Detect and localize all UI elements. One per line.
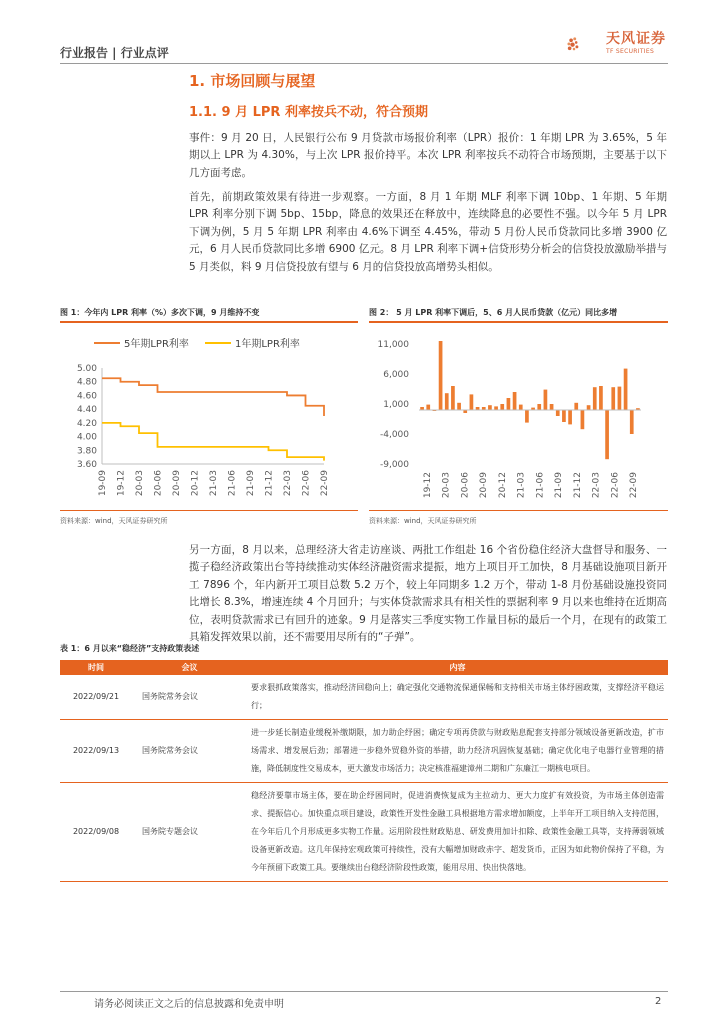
x-tick-label: 22-03 [283,470,293,497]
x-tick-label: 22-06 [610,472,621,499]
bar [624,369,628,410]
table-cell-meeting: 国务院专题会议 [132,783,247,882]
x-tick-label: 19-09 [98,470,108,497]
table-cell-content: 稳经济要靠市场主体，要在助企纾困同时，促进消费恢复成为主拉动力、更大力度扩有效投资，为市场主体创造需求、提振信心。加快重点项目建设，政策性开发性金融工具根据地方需求增加额度，上半年开工项目纳入支持范围，在今年后几个月形成更多实物工作量。运用阶段性财政贴息、研发费用加计扣除、政策性金融工具等，支持薄弱领域设备更新改造。这几年保持宏观政策可持续性，没有大幅增加财政赤字、超发货币，正因为如此物价保持了平稳，为今年预留下政策工具。要继续出台稳经济阶段性政策，能用尽用、快出快落地。 [247,783,668,882]
footer-disclaimer: 请务必阅读正文之后的信息披露和免责申明 [94,999,284,1010]
y-tick-label: 4.00 [76,432,97,443]
x-tick-label: 20-06 [460,472,471,499]
table-header-content: 内容 [247,660,668,675]
table-cell-meeting: 国务院常务会议 [132,720,247,783]
x-tick-label: 21-06 [227,470,238,497]
legend-label: 1年期LPR利率 [235,339,300,350]
bar [581,410,585,429]
bar [426,405,430,410]
figure2-source: 资料来源：wind，天风证券研究所 [369,517,477,525]
x-tick-label: 21-03 [516,472,527,499]
figure2-chart [369,326,668,504]
y-tick-label: 4.80 [76,377,97,388]
y-tick-label: -4,000 [379,430,409,440]
bar [618,387,622,410]
series-line-1y [102,423,324,461]
brand-logo-icon [566,20,606,70]
bar [611,387,615,410]
policy-table [60,660,668,882]
footer-divider [60,991,668,992]
figure1-chart [60,326,358,504]
bar [519,405,523,410]
x-tick-label: 22-09 [629,472,639,499]
figure1-title: 图 1：今年内 LPR 利率（%）多次下调，9 月维持不变 [60,308,260,317]
x-tick-label: 21-09 [554,472,565,499]
x-tick-label: 22-03 [591,472,602,499]
bar [513,392,517,410]
paragraph-first: 首先，前期政策效果有待进一步观察。一方面，8 月 1 年期 MLF 利率下调 10bp、1 年期、5 年期 LPR 利率分别下调 5bp、15bp，降息的效果还在释放中，连续降息的必要性不强。以今年 5 月 LPR 下调为例，5 月 5 年期 LPR 利率由 4.6%下调至 4.45%，带动 5 月份人民币贷款同比多增 3900 亿元，6 月人民币贷款同比多增 6900 亿元。8 月 LPR 利率下调+信贷形势分析会的信贷投放激励举措与 5 月类似，料 9 月信贷投放有望与 6 月的信贷投放高增势头相似。 [189,191,667,273]
bar [599,386,603,410]
section-heading: 1. 市场回顾与展望 [189,72,316,90]
y-tick-label: 3.60 [76,460,97,470]
figure1-source: 资料来源：wind，天风证券研究所 [60,517,168,525]
figure2-rule [369,321,668,323]
bar [544,390,548,410]
bar [457,403,461,410]
y-tick-label: 3.80 [76,446,97,457]
header-title: 行业报告 | 行业点评 [60,46,169,60]
x-tick-label: 20-03 [441,472,452,499]
table-row [60,675,668,720]
page-number: 2 [655,996,662,1007]
bar [507,398,511,410]
bar [500,404,504,410]
x-tick-label: 21-12 [572,472,583,499]
bar [525,410,529,423]
y-tick-label: -9,000 [379,460,409,470]
figure2-bottom-rule [369,510,668,511]
brand-subtitle: TF SECURITIES [606,48,655,55]
x-tick-label: 19-12 [116,470,127,497]
bar [568,410,572,424]
x-tick-label: 20-12 [190,470,201,497]
bar [593,387,597,410]
figure1-rule [60,321,358,323]
x-tick-label: 20-06 [153,470,164,497]
table-row [60,783,668,882]
subsection-heading: 1.1. 9 月 LPR 利率按兵不动，符合预期 [189,105,428,120]
bar [574,403,578,410]
x-tick-label: 20-12 [497,472,508,499]
table-title: 表 1：6 月以来“稳经济”支持政策表述 [60,644,200,653]
x-tick-label: 21-03 [209,470,219,497]
figure1-bottom-rule [60,510,358,511]
y-tick-label: 1,000 [383,400,409,410]
legend-label: 5年期LPR利率 [124,339,189,350]
paragraph-second: 另一方面，8 月以来，总理经济大省走访座谈、两批工作组赴 16 个省份稳住经济大盘督导和服务、一揽子稳经济政策出台等持续推动实体经济融资需求提振，地方上项目开工加快，8 月基础设施项目新开工 7896 个，年内新开工项目总数 5.2 万个，较上年同期多 1.2 万个，带动 1-8 月份基础设施投资同比增长 8.3%，增速连续 4 个月回升；与实体贷款需求具有相关性的票据利率 9 月以来也维持在近期高位，表明贷款需求已有回升的迹象。9 月是落实三季度实物工作量目标的最后一个月，在现有的政策工具箱发挥效果以前，还不需要用尽所有的“子弹”。 [189,544,667,644]
x-tick-label: 21-12 [264,470,275,497]
y-tick-label: 4.20 [76,418,97,429]
brand-name: 天风证券 [606,31,666,47]
bar [587,405,591,410]
x-tick-label: 19-12 [423,472,433,499]
x-tick-label: 21-09 [246,470,256,497]
figure2-title: 图 2： 5 月 LPR 利率下调后，5、6 月人民币贷款（亿元）同比多增 [369,308,618,317]
bar [630,410,634,434]
bar [470,394,474,410]
bar [451,386,455,410]
bar [488,405,492,410]
table-cell-date: 2022/09/13 [60,720,132,783]
table-cell-date: 2022/09/21 [60,675,132,720]
x-tick-label: 21-06 [535,472,546,499]
table-cell-content: 要求狠抓政策落实，推动经济回稳向上；确定强化交通物流保通保畅和支持相关市场主体纾困政策，支撑经济平稳运行； [247,675,668,720]
table-header-date: 时间 [60,660,132,675]
x-tick-label: 20-03 [135,470,145,497]
x-tick-label: 22-09 [320,470,330,497]
bar [562,410,566,422]
y-tick-label: 5.00 [76,364,97,374]
bar [439,341,443,410]
y-tick-label: 6,000 [383,370,409,380]
bar [537,404,541,410]
y-tick-label: 4.40 [76,405,97,416]
table-row [60,720,668,783]
table-cell-meeting: 国务院常务会议 [132,675,247,720]
y-tick-label: 11,000 [377,340,409,350]
y-tick-label: 4.60 [76,391,97,402]
bar [605,410,609,459]
bar [550,404,554,410]
x-tick-label: 22-06 [301,470,312,497]
table-header-row [60,660,668,675]
table-cell-date: 2022/09/08 [60,783,132,882]
bar [556,410,560,416]
paragraph-event: 事件：9 月 20 日，人民银行公布 9 月贷款市场报价利率（LPR）报价：1 年期 LPR 为 3.65%，5 年期以上 LPR 为 4.30%，与上次 LPR 报价持平。本次 LPR 利率按兵不动符合市场预期，主要基于以下几方面考虑。 [189,132,667,179]
x-tick-label: 20-09 [479,472,490,499]
bar [445,393,449,410]
series-line-5y [102,378,324,416]
table-cell-content: 进一步延长制造业缓税补缴期限，加力助企纾困；确定专项再贷款与财政贴息配套支持部分领域设备更新改造，扩市场需求、增发展后劲；部署进一步稳外贸稳外资的举措，助力经济巩固恢复基础；确定优化电子电器行业管理的措施，降低制度性交易成本，更大激发市场活力；决定核准福建漳州二期和广东廉江一期核电项目。 [247,720,668,783]
table-header-meeting: 会议 [132,660,247,675]
bar [494,406,498,410]
x-tick-label: 20-09 [172,470,182,497]
